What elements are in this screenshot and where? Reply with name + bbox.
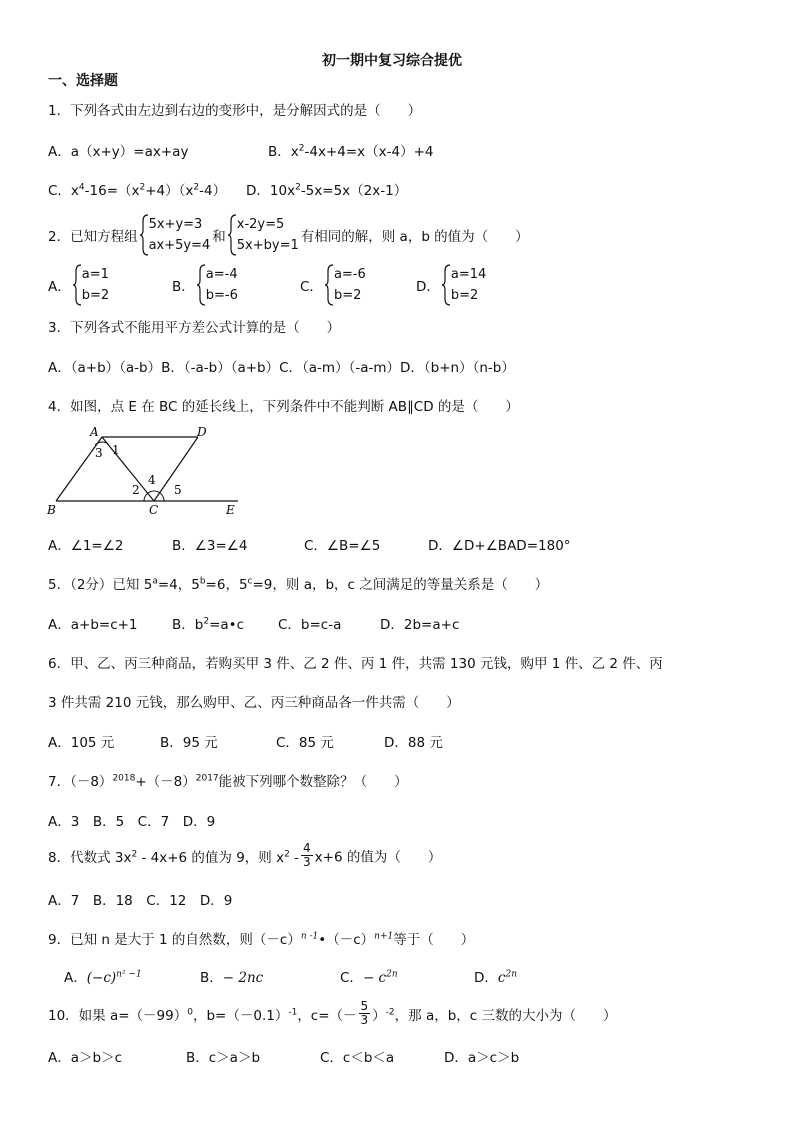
- question-7-stem: 7．$(-8)^{2018}+(-8)^{2017}$能被下列哪个数整除？（ ）: [48, 773, 408, 790]
- geometry-figure: [44, 423, 248, 517]
- q10-option-c: C．c＜b＜a: [320, 1050, 395, 1066]
- q4-option-d: D．∠D+∠BAD=180°: [428, 538, 571, 554]
- q1-option-a: A．a（x+y）=ax+ay: [48, 144, 189, 160]
- brace-icon: [197, 264, 206, 306]
- question-6-line-2: 3 件共需 210 元钱，那么购甲、乙、丙三种商品各一件共需（ ）: [48, 695, 460, 711]
- equation-system-2: x-2y=5 5x+by=1: [228, 214, 299, 256]
- q6-option-c: C．85 元: [276, 735, 334, 751]
- question-8-stem: 8．代数式 $3x^2 - 4x+6$ 的值为 9，则 $x^2$ - $\frac{4}{3}$ x+6 的值为（ ）: [48, 841, 442, 869]
- q3-options: A．（a+b）（a-b）B．（-a-b）（a+b）C．（a-m）（-a-m）D．（b+n）（n-b）: [48, 360, 515, 376]
- point-label-a: A: [90, 425, 99, 439]
- question-4-stem: 4．如图，点 E 在 BC 的延长线上，下列条件中不能判断 AB∥CD 的是（ ）: [48, 399, 519, 415]
- q9-option-c: C．− $c^{2n}$: [340, 969, 398, 986]
- brace-icon: [442, 264, 451, 306]
- angle-label-3: 3: [95, 446, 103, 460]
- q1-option-b: B．$x^2-4x+4=x(x-4)+4$: [268, 143, 434, 160]
- brace-icon: [73, 264, 82, 306]
- q2-option-c: C． a=-6 b=2: [300, 264, 368, 306]
- q4-option-a: A．∠1=∠2: [48, 538, 124, 554]
- point-label-b: B: [47, 503, 56, 517]
- question-1-stem: 1．下列各式由左边到右边的变形中，是分解因式的是（ ）: [48, 103, 422, 119]
- q1-option-d: D．$10x^2-5x=5x(2x-1)$: [246, 182, 408, 199]
- section-heading: 一、选择题: [48, 73, 118, 89]
- q6-option-d: D．88 元: [384, 735, 443, 751]
- q2-option-d: D． a=14 b=2: [416, 264, 488, 306]
- page-title: 初一期中复习综合提优: [322, 53, 462, 69]
- q10-option-d: D．a＞c＞b: [444, 1050, 520, 1066]
- q10-option-b: B．c＞a＞b: [186, 1050, 261, 1066]
- fraction-four-thirds: $\frac{4}{3}$: [303, 841, 311, 869]
- q1-option-c: C．$x^4-16=(x^2+4)(x^2-4)$: [48, 182, 227, 199]
- brace-icon: [228, 214, 237, 256]
- q6-option-b: B．95 元: [160, 735, 218, 751]
- question-5-stem: 5．（2分）已知 $5^a=4$，$5^b=6$，$5^c=9$，则 a，b，c 之间满足的等量关系是（ ）: [48, 576, 549, 593]
- brace-icon: [325, 264, 334, 306]
- q5-option-d: D．2b=a+c: [380, 617, 460, 633]
- q9-option-a: A．$(-c)^{n^2 -1}$: [64, 969, 142, 986]
- q5-option-b: B．$b^2=a•c$: [172, 616, 245, 633]
- angle-label-2: 2: [132, 483, 140, 497]
- point-label-e: E: [226, 503, 235, 517]
- question-10-stem: 10．如果 $a=(-99)^0$，$b=(-0.1)^{-1}$，c=（－ $\frac{5}{3}$ ）$^{-2}$，那 a，b，c 三数的大小为（ ）: [48, 999, 617, 1027]
- q6-option-a: A．105 元: [48, 735, 115, 751]
- point-label-d: D: [197, 425, 207, 439]
- q2-option-b: B． a=-4 b=-6: [172, 264, 240, 306]
- point-label-c: C: [149, 503, 159, 517]
- q9-option-d: D．$c^{2n}$: [474, 969, 517, 986]
- angle-label-4: 4: [148, 473, 156, 487]
- angle-label-5: 5: [174, 483, 182, 497]
- q5-option-c: C．b=c-a: [278, 617, 342, 633]
- question-2-stem: 2．已知方程组 5x+y=3 ax+5y=4 和 x-2y=5 5x+by=1 有相同的解，则 a，b 的值为（ ）: [48, 214, 529, 256]
- q7-options: A．3 B．5 C．7 D．9: [48, 814, 216, 830]
- q4-option-c: C．∠B=∠5: [304, 538, 381, 554]
- equation-system-1: 5x+y=3 ax+5y=4: [140, 214, 211, 256]
- question-9-stem: 9．已知 n 是大于 1 的自然数，则$(-c)^{n -1}•(-c)^{n+1}$等于（ ）: [48, 931, 475, 948]
- q2-option-a: A． a=1 b=2: [48, 264, 111, 306]
- angle-label-1: 1: [112, 443, 120, 457]
- question-6-line-1: 6．甲、乙、丙三种商品，若购买甲 3 件、乙 2 件、丙 1 件，共需 130 元钱，购甲 1 件、乙 2 件、丙: [48, 656, 663, 672]
- q4-option-b: B．∠3=∠4: [172, 538, 248, 554]
- question-3-stem: 3．下列各式不能用平方差公式计算的是（ ）: [48, 320, 341, 336]
- q10-option-a: A．a＞b＞c: [48, 1050, 122, 1066]
- brace-icon: [140, 214, 149, 256]
- q9-option-b: B．− 2nc: [200, 970, 264, 986]
- fraction-five-thirds: $\frac{5}{3}$: [360, 999, 369, 1027]
- q8-options: A．7 B．18 C．12 D．9: [48, 893, 233, 909]
- q5-option-a: A．a+b=c+1: [48, 617, 138, 633]
